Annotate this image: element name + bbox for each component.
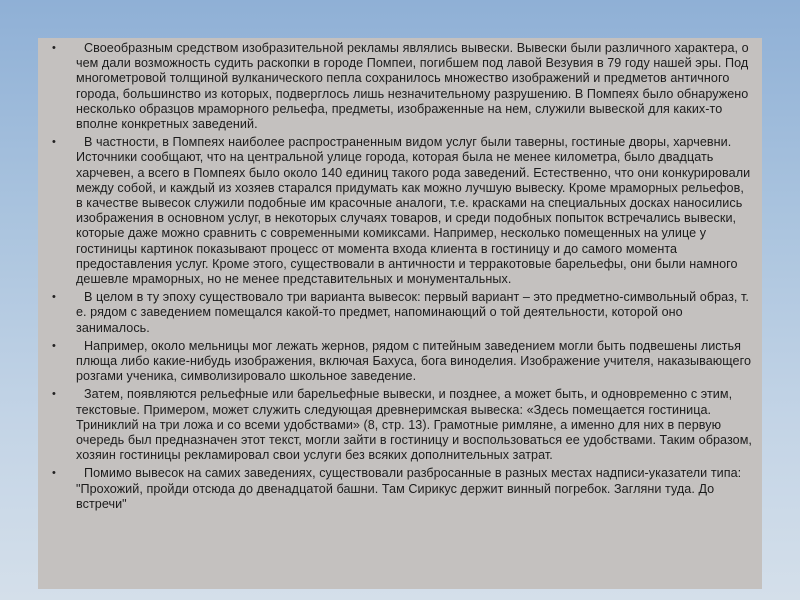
paragraph-text: Затем, появляются рельефные или барельефные вывески, и позднее, а может быть, и одновременно с этим, текстовые. Примером, может служить следующая древнеримская вывеска: «Здесь помещается гостиница. Триниклий на три ложа и со всеми удобствами» (8, стр. 13). Грамотные римляне, а именно для них в первую очередь был предназначен этот текст, могли зайти в гостиницу и воспользоваться ее удобствами. Таким образом, хозяин гостиницы рекламировал свои услуги без всяких дополнительных затрат.	[76, 387, 752, 463]
paragraph-text: Помимо вывесок на самих заведениях, существовали разбросанные в разных местах надписи-указатели типа: "Прохожий, пройди отсюда до двенадцатой башни. Там Сирикус держит винный погребок. Загляни туда. До встречи"	[76, 466, 742, 511]
bullet-paragraph-5	[44, 387, 756, 463]
bullet-paragraph-1	[44, 41, 756, 132]
paragraph-text: В целом в ту эпоху существовало три варианта вывесок: первый вариант – это предметно-символьный образ, т. е. рядом с заведением помещался какой-то предмет, напоминающий о той деятельности, которой оно занималось.	[76, 290, 749, 335]
paragraph-text: Например, около мельницы мог лежать жернов, рядом с питейным заведением могли быть подвешены листья плюща либо какие-нибудь изображения, включая Бахуса, бога виноделия. Изображение учителя, наказывающего розгами ученика, символизировало школьное заведение.	[76, 338, 752, 384]
bullet-paragraph-4	[44, 339, 756, 385]
paragraph-text: В частности, в Помпеях наиболее распространенным видом услуг были таверны, гостиные дворы, харчевни. Источники сообщают, что на центральной улице города, которая была не менее километра, было двадцать харчевен, а всего в Помпеях было около 140 единиц такого рода заведений. Естественно, что они конкурировали между собой, и каждый из хозяев старался придумать как можно лучшую вывеску. Кроме мраморных рельефов, в качестве вывесок служили подобные им красочные аналоги, т.е. красками на специальных досках наносились изображения в основном услуг, в некоторых случаях товаров, и среди подобных попыток встречались вывески, которые даже можно сравнить с современными комиксами. Например, несколько помещенных на улице у гостиницы картинок показывают процесс от момента входа клиента в гостиницу и до самого момента предоставления услуг. Кроме этого, существовали в античности и терракотовые барельефы, они были намного дешевле мраморных, но не менее представительных и монументальных.	[76, 135, 751, 287]
paragraph-text: Своеобразным средством изобразительной рекламы являлись вывески. Вывески были различного характера, о чем дали возможность судить раскопки в городе Помпеи, погибшем под лавой Везувия в 79 году нашей эры. Под многометровой толщиной вулканического пепла сохранилось множество изображений и предметов античного города, большинство из которых, подверглось лишь незначительному разрушению. В Помпеях было обнаружено несколько образцов мраморного рельефа, предметы, изображенные на нем, служили вывеской для каких-то вполне конкретных заведений.	[76, 41, 749, 132]
text-panel	[38, 38, 762, 589]
bullet-marker: •	[52, 388, 56, 401]
bullet-paragraph-6	[44, 466, 756, 512]
bullet-paragraph-3	[44, 290, 756, 336]
bullet-marker: •	[52, 339, 56, 352]
bullet-list	[44, 41, 756, 512]
bullet-paragraph-2	[44, 135, 756, 287]
bullet-marker: •	[52, 291, 56, 304]
bullet-marker: •	[52, 467, 56, 480]
bullet-marker: •	[52, 42, 56, 54]
bullet-marker: •	[52, 136, 56, 149]
